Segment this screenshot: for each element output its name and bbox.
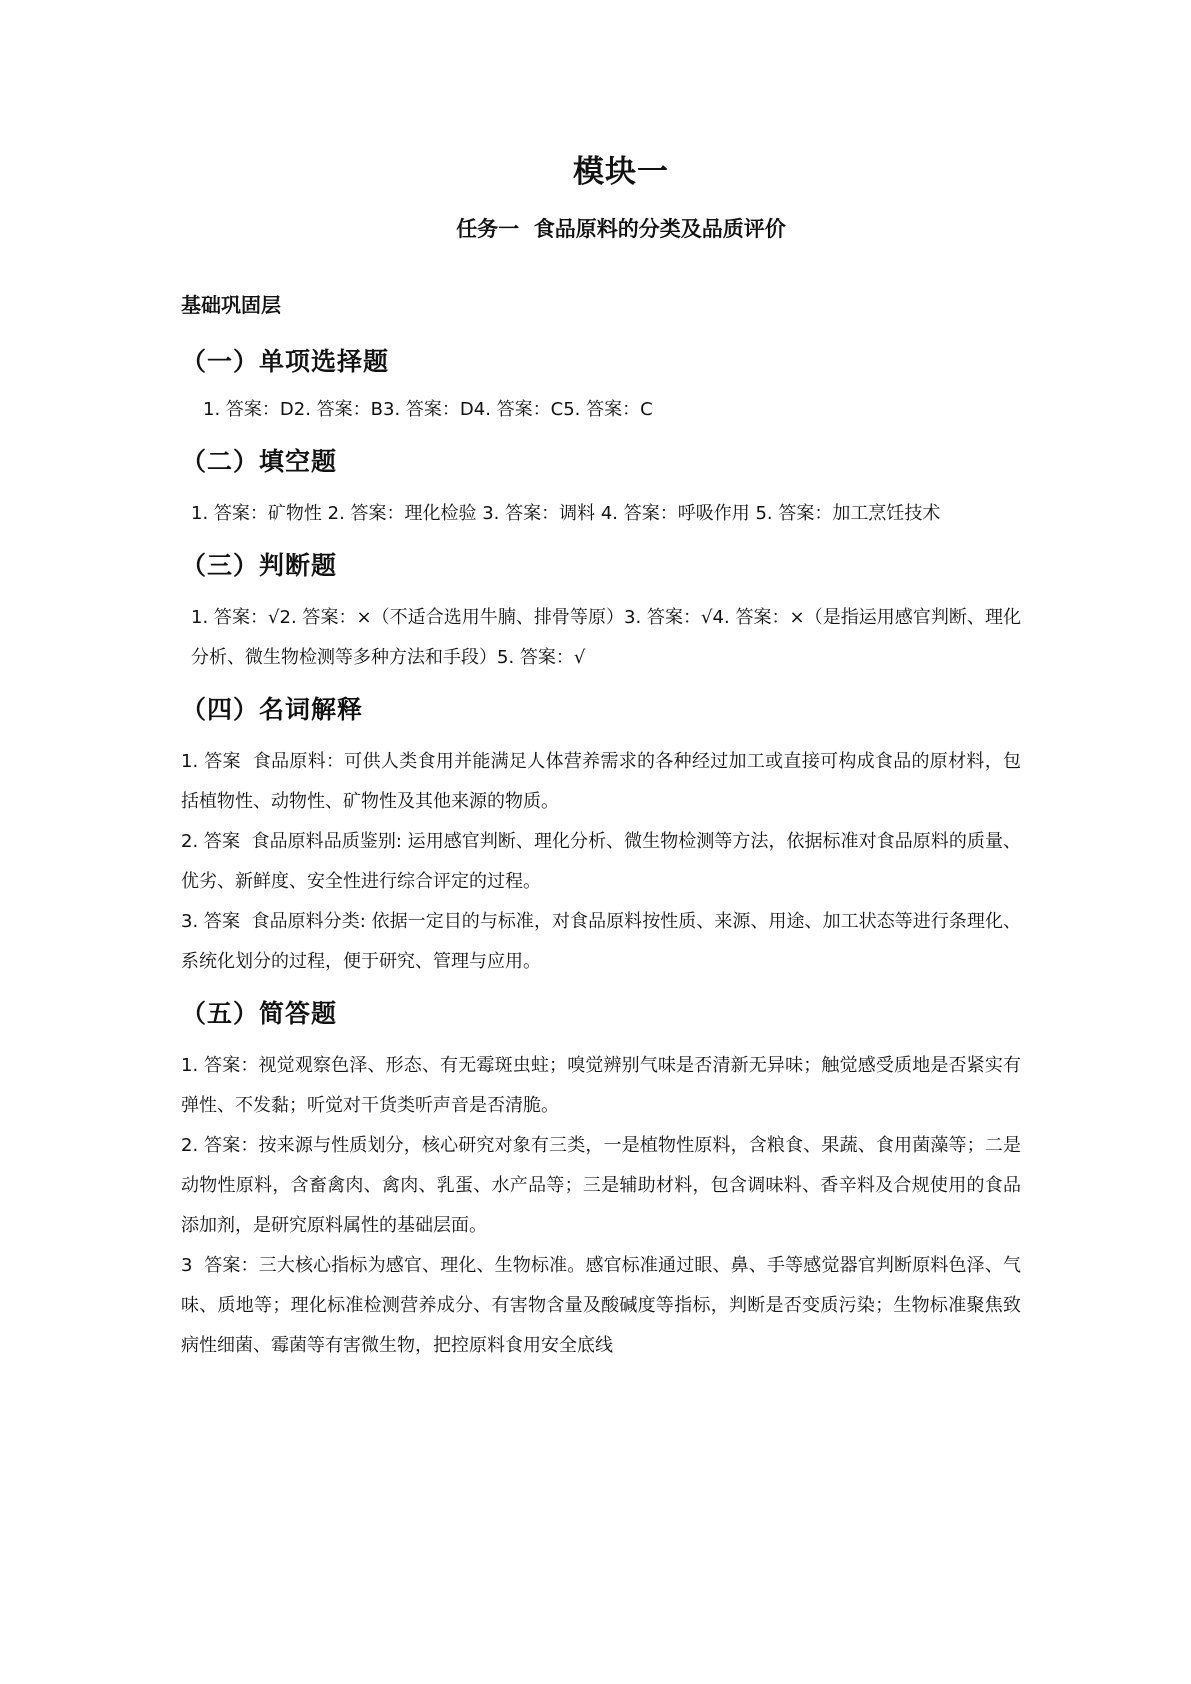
section-title-short-answer: （五）简答题 xyxy=(181,999,338,1028)
module-title: 模块一 xyxy=(573,154,669,190)
short-answer-1: 1. 答案：视觉观察色泽、形态、有无霉斑虫蛀；嗅觉辨别气味是否清新无异味；触觉感受质地是否紧实有弹性、不发黏；听觉对干货类听声音是否清脆。 xyxy=(181,1055,1021,1116)
true-false-answers: 1. 答案：√2. 答案：×（不适合选用牛腩、排骨等原）3. 答案：√4. 答案：×（是指运用感官判断、理化分析、微生物检测等多种方法和手段）5. 答案：√ xyxy=(191,607,1021,668)
term-answer-1: 1. 答案 食品原料：可供人类食用并能满足人体营养需求的各种经过加工或直接可构成食品的原材料，包括植物性、动物性、矿物性及其他来源的物质。 xyxy=(181,751,1021,812)
section-title-true-false: （三）判断题 xyxy=(181,551,338,580)
task-title: 任务一 食品原料的分类及品质评价 xyxy=(456,217,786,241)
section-title-single-choice: （一）单项选择题 xyxy=(181,347,390,376)
term-answer-3: 3. 答案 食品原料分类: 依据一定目的与标准，对食品原料按性质、来源、用途、加工状态等进行条理化、系统化划分的过程，便于研究、管理与应用。 xyxy=(181,911,1021,972)
section-title-term-explanation: （四）名词解释 xyxy=(181,695,364,724)
level-title: 基础巩固层 xyxy=(181,293,281,317)
short-answer-2: 2. 答案：按来源与性质划分，核心研究对象有三类，一是植物性原料，含粮食、果蔬、食用菌藻等；二是动物性原料，含畜禽肉、禽肉、乳蛋、水产品等；三是辅助材料，包含调味料、香辛料及合规使用的食品添加剂，是研究原料属性的基础层面。 xyxy=(181,1135,1021,1236)
short-answer-3: 3 答案：三大核心指标为感官、理化、生物标准。感官标准通过眼、鼻、手等感觉器官判断原料色泽、气味、质地等；理化标准检测营养成分、有害物含量及酸碱度等指标，判断是否变质污染；生物标准聚焦致病性细菌、霉菌等有害微生物，把控原料食用安全底线 xyxy=(181,1255,1021,1356)
document-page xyxy=(181,148,1021,1366)
fill-blank-answers: 1. 答案：矿物性 2. 答案：理化检验 3. 答案：调料 4. 答案：呼吸作用 5. 答案：加工烹饪技术 xyxy=(191,503,941,524)
single-choice-answers: 1. 答案：D2. 答案：B3. 答案：D4. 答案：C5. 答案：C xyxy=(203,399,653,420)
section-title-fill-blank: （二）填空题 xyxy=(181,447,338,476)
term-answer-2: 2. 答案 食品原料品质鉴别: 运用感官判断、理化分析、微生物检测等方法，依据标准对食品原料的质量、优劣、新鲜度、安全性进行综合评定的过程。 xyxy=(181,831,1021,892)
